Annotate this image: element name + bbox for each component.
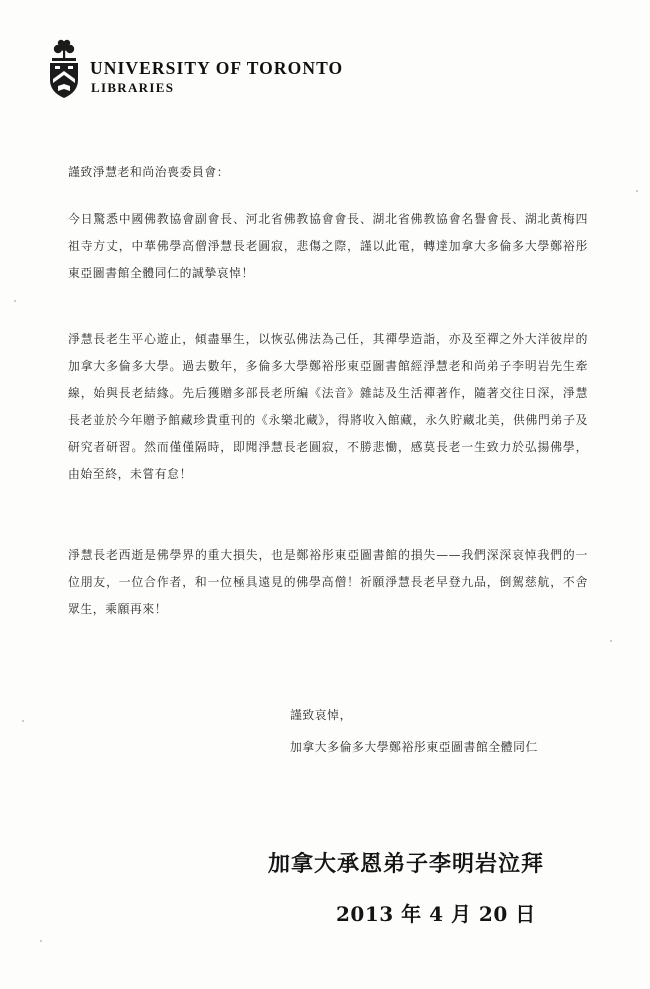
university-name: UNIVERSITY OF TORONTO: [90, 58, 344, 78]
closing-phrase: 謹致哀悼，: [290, 708, 352, 722]
scan-speck: [636, 190, 638, 192]
university-crest-logo: [44, 38, 84, 100]
handwritten-date: 2013 年 4 月 20 日: [336, 902, 536, 926]
paragraph-history: 淨慧長老生平心遊止，傾盡畢生，以恢弘佛法為己任，其禪學造詣，亦及至禪之外大洋彼岸的加拿大多倫多大學。過去數年，多倫多大學鄭裕彤東亞圖書館經淨慧老和尚弟子李明岩先生牽線，始與長老結緣。先后獲贈多部長老所編《法音》雜誌及生活禪著作，隨著交往日深，淨慧長老並於今年贈予館藏珍貴重刊的《永樂北藏》，得將收入館藏，永久貯藏北美，供佛門弟子及研究者研習。然而僅僅隔時，即聞淨慧長老圓寂，不勝悲慟，感莫長老一生致力於弘揚佛學，由始至終，未嘗有怠！: [68, 332, 588, 481]
libraries-label: LIBRARIES: [91, 80, 175, 95]
paragraph-condolence: 今日驚悉中國佛教協會副會長、河北省佛教協會會長、湖北省佛教協會名譽會長、湖北黃梅四祖寺方丈，中華佛學高僧淨慧長老圓寂，悲傷之際，謹以此電，轉達加拿大多倫多大學鄭裕彤東亞圖書館全體同仁的誠摯哀悼！: [68, 212, 588, 280]
paragraph-mourning: 淨慧長老西逝是佛學界的重大損失，也是鄭裕彤東亞圖書館的損失——我們深深哀悼我們的一位朋友，一位合作者，和一位極具遠見的佛學高僧！祈願淨慧長老早登九品，倒駕慈航，不舍眾生，乘願再來！: [68, 548, 588, 616]
scan-speck: [14, 300, 16, 302]
scan-speck: [610, 640, 612, 642]
salutation: 謹致淨慧老和尚治喪委員會：: [68, 165, 230, 179]
handwritten-signature: 加拿大承恩弟子李明岩泣拜: [268, 852, 545, 877]
signature-line: 加拿大多倫多大學鄭裕彤東亞圖書館全體同仁: [290, 740, 538, 754]
scan-speck: [40, 940, 42, 942]
scan-speck: [22, 720, 24, 722]
